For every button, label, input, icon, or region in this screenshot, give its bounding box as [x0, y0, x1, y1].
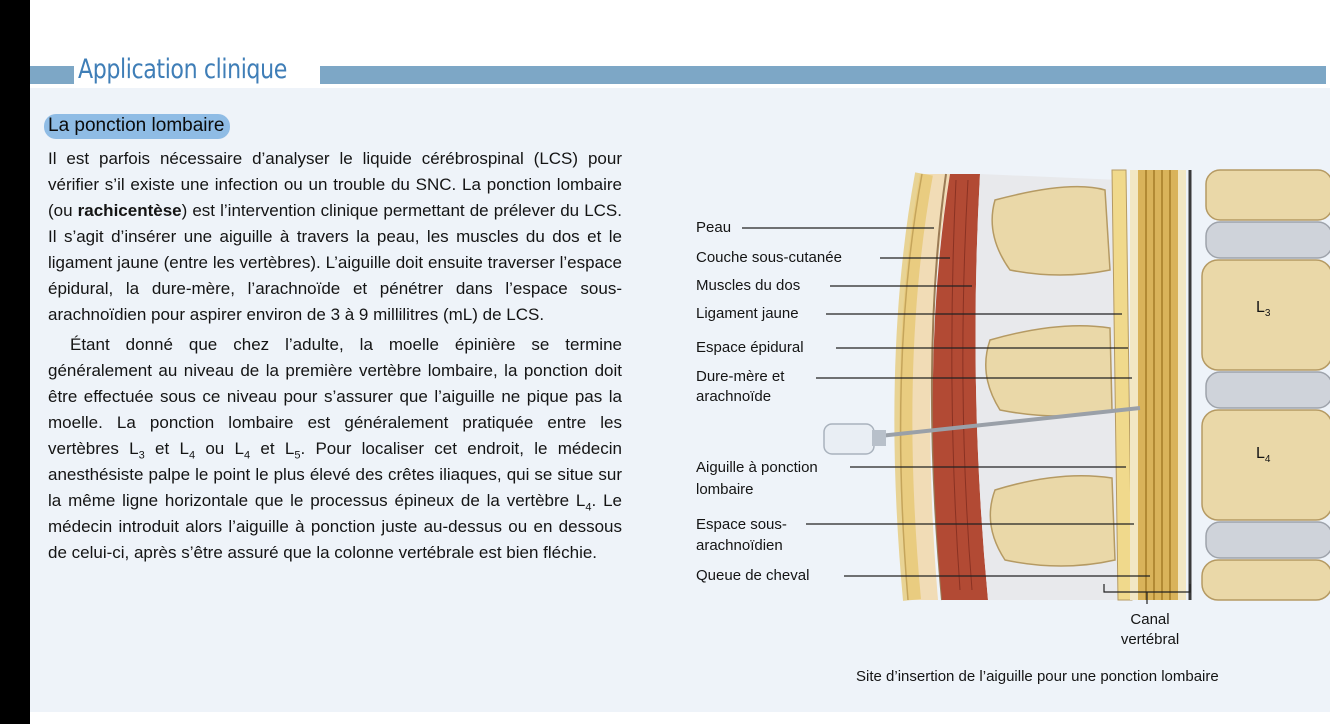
- label-dure2: arachnoïde: [696, 388, 772, 405]
- vertebral-body-top: [1206, 170, 1330, 220]
- needle-hub: [824, 424, 874, 454]
- label-queue: Queue de cheval: [696, 567, 810, 584]
- cauda-equina: [1138, 170, 1178, 600]
- label-epidural: Espace épidural: [696, 339, 804, 356]
- bold-term: rachicentèse: [77, 201, 182, 220]
- label-aiguille2: lombaire: [696, 481, 754, 498]
- subtitle-badge: La ponction lombaire: [44, 114, 230, 139]
- label-sous2: arachnoïdien: [696, 537, 783, 554]
- disc-3: [1206, 522, 1330, 558]
- paragraph-2: Étant donné que chez l’adulte, la moelle épinière se termine généralement au niveau de la première vertèbre lombaire, la ponction doit être effectuée sous ce niveau pour s’assurer que l’aiguille ne pique pas la moelle. La ponction lombaire est généralement pratiquée entre les vertèbres $L_3$ et $L_4$ ou $L_4$ et $L_5$. Pour localiser cet endroit, le médecin anesthésiste palpe le point le plus élevé des crêtes iliaques, qui se situe sur la même ligne horizontale que le processus épineux de la vertèbre $L_4$. Le médecin introduit alors l’aiguille à ponction juste au-dessus ou en dessous de celui-ci, après s’être assuré que la colonne vertébrale est bien fléchie.: [48, 335, 622, 562]
- section-title: Application clinique: [78, 54, 287, 85]
- body-text: [48, 146, 622, 566]
- figure-caption: Site d’insertion de l’aiguille pour une ponction lombaire: [856, 668, 1219, 685]
- label-l4: $L_4$: [1256, 445, 1271, 466]
- label-ligament: Ligament jaune: [696, 305, 799, 322]
- label-dure1: Dure-mère et: [696, 368, 785, 385]
- header-bar-right: [320, 66, 1326, 84]
- vertebral-body-bottom: [1202, 560, 1330, 600]
- disc-2: [1206, 372, 1330, 408]
- spinous-process-1: [992, 187, 1110, 275]
- anatomy-figure: [650, 160, 1330, 648]
- clinical-panel: [30, 0, 1334, 724]
- label-muscles: Muscles du dos: [696, 277, 801, 294]
- label-canal1: Canal: [1130, 611, 1170, 628]
- label-couche: Couche sous-cutanée: [696, 249, 842, 266]
- header-bar-left: [30, 66, 74, 84]
- label-aiguille1: Aiguille à ponction: [696, 459, 818, 476]
- spinous-process-2: [986, 326, 1112, 416]
- label-canal2: vertébral: [1120, 631, 1180, 648]
- paragraph-1: Il est parfois nécessaire d’analyser le liquide cérébrospinal (LCS) pour vérifier s’il existe une infection ou un trouble du SNC. La ponction lombaire (ou rachicentèse) est l’intervention clinique permettant de prélever du LCS. Il s’agit d’insérer une aiguille à travers la peau, les muscles du dos et le ligament jaune (entre les vertèbres). L’aiguille doit ensuite traverser l’espace épidural, la dure-mère, l’arachnoïde et pénétrer dans l’espace sous-arachnoïdien pour aspirer environ de 3 à 9 millilitres (mL) de LCS.: [48, 149, 622, 324]
- disc-1: [1206, 222, 1330, 258]
- label-sous1: Espace sous-: [696, 516, 787, 533]
- label-l3: $L_3$: [1256, 299, 1271, 320]
- spinous-process-3: [990, 476, 1115, 566]
- label-peau: Peau: [696, 219, 732, 236]
